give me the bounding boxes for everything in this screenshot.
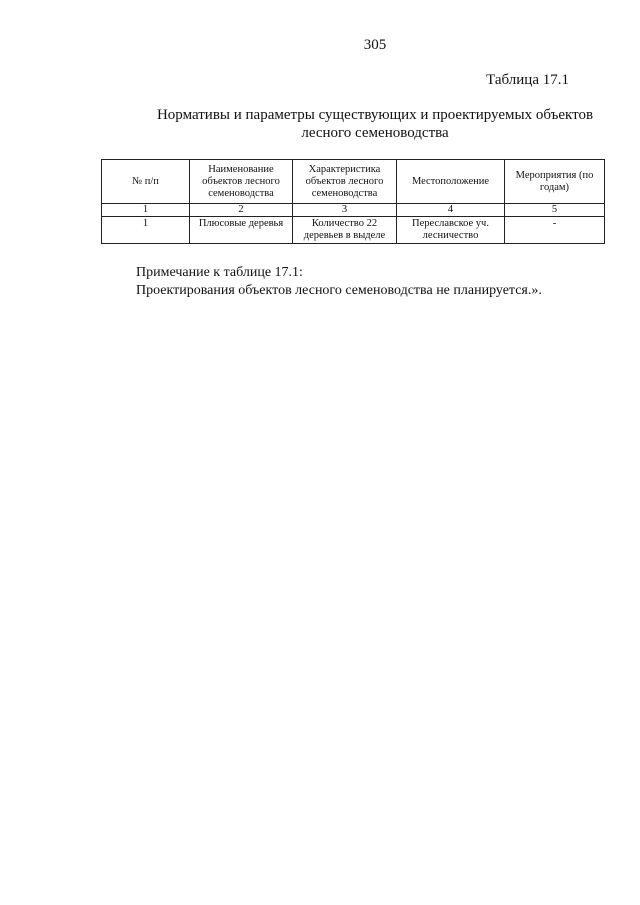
column-number-cell: 3 xyxy=(293,204,397,217)
table-note xyxy=(136,264,542,300)
page-number: 305 xyxy=(363,37,387,53)
table-title: Нормативы и параметры существующих и проектируемых объектов лесного семеноводства xyxy=(156,107,594,141)
header-cell-location: Местоположение xyxy=(397,160,505,204)
seed-objects-table xyxy=(101,159,605,244)
column-number-cell: 4 xyxy=(397,204,505,217)
column-number-cell: 1 xyxy=(102,204,190,217)
header-cell-activities: Мероприятия (по годам) xyxy=(505,160,605,204)
table-row xyxy=(102,217,605,244)
table-cell: Плюсовые деревья xyxy=(190,217,293,244)
table-cell: Количество 22 деревьев в выделе xyxy=(293,217,397,244)
table-cell: Переславское уч. лесничество xyxy=(397,217,505,244)
note-heading: Примечание к таблице 17.1: xyxy=(136,265,303,280)
table-cell: 1 xyxy=(102,217,190,244)
column-number-row xyxy=(102,204,605,217)
table-header-row xyxy=(102,160,605,204)
column-number-cell: 5 xyxy=(505,204,605,217)
column-number-cell: 2 xyxy=(190,204,293,217)
header-cell-characteristic: Характеристика объектов лесного семеноводства xyxy=(293,160,397,204)
header-cell-name: Наименование объектов лесного семеноводства xyxy=(190,160,293,204)
header-cell-number: № п/п xyxy=(102,160,190,204)
table-label: Таблица 17.1 xyxy=(486,72,569,88)
table-cell: - xyxy=(505,217,605,244)
note-text: Проектирования объектов лесного семеноводства не планируется.». xyxy=(136,283,542,298)
